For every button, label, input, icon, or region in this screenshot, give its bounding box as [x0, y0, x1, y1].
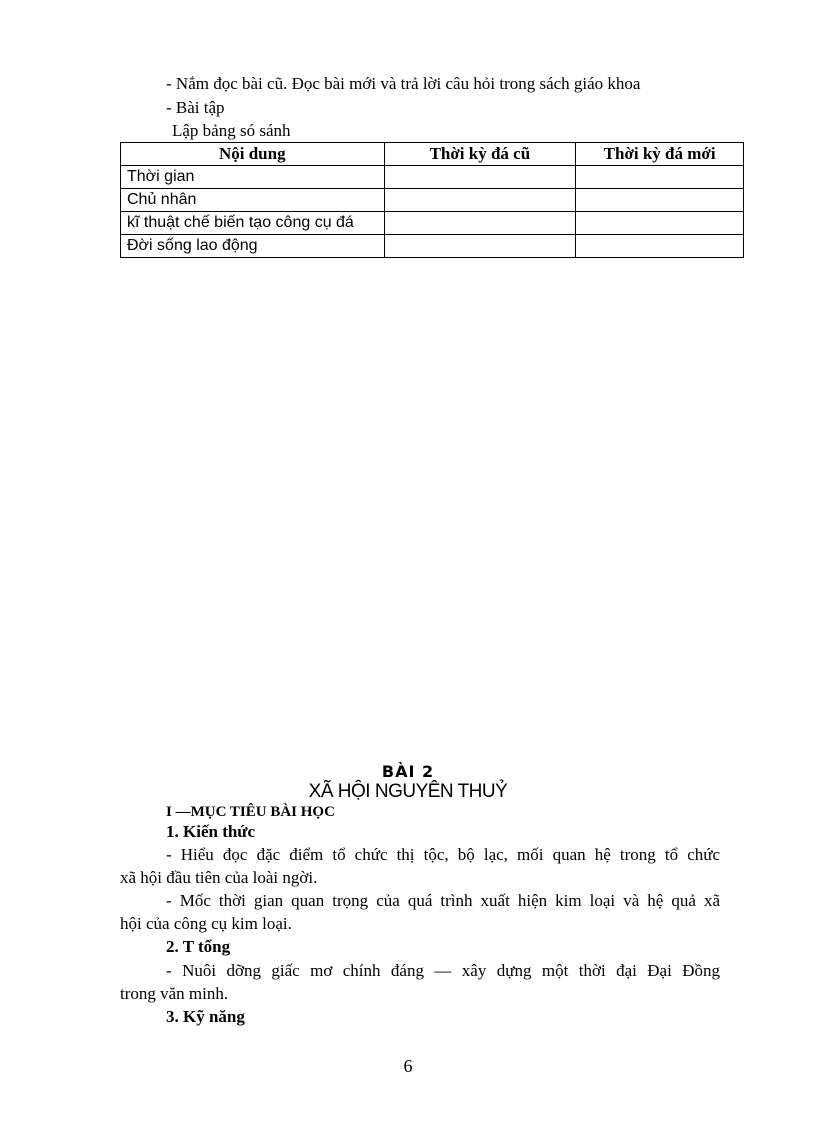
table-cell	[576, 235, 744, 258]
comparison-table	[120, 142, 744, 258]
table-cell	[384, 235, 576, 258]
paragraph-3-line-2: trong văn minh.	[120, 984, 229, 1003]
intro-line-1: - Nắm đọc bài cũ. Đọc bài mới và trả lời câu hỏi trong sách giáo khoa	[166, 74, 641, 93]
table-cell: Thời gian	[121, 166, 385, 189]
subheading-skills: 3. Kỹ năng	[166, 1007, 245, 1026]
header-content: Nội dung	[121, 143, 385, 166]
table-row	[121, 212, 744, 235]
lesson-number: BÀI 2	[381, 762, 435, 781]
table-header-row	[121, 143, 744, 166]
header-new-stone-age: Thời kỳ đá mới	[576, 143, 744, 166]
table-cell	[384, 189, 576, 212]
subheading-ideology: 2. T tổng	[166, 937, 231, 956]
table-cell	[576, 189, 744, 212]
header-old-stone-age: Thời kỳ đá cũ	[384, 143, 576, 166]
subheading-knowledge: 1. Kiến thức	[166, 822, 256, 841]
paragraph-2-line-2: hội của công cụ kim loại.	[120, 914, 292, 933]
table-cell	[384, 166, 576, 189]
table-cell: Chủ nhân	[121, 189, 385, 212]
section-heading-objectives: I —MỤC TIÊU BÀI HỌC	[166, 804, 335, 820]
intro-line-2: - Bài tập	[166, 98, 225, 117]
table-row	[121, 166, 744, 189]
lesson-title: XÃ HỘI NGUYÊN THUỶ	[308, 781, 508, 802]
table-cell	[576, 166, 744, 189]
table-cell	[384, 212, 576, 235]
table-cell: kĩ thuật chế biến tạo công cụ đá	[121, 212, 385, 235]
paragraph-3-line-1: - Nuôi dỡng giấc mơ chính đáng — xây dựng một thời đại Đại Đồng	[166, 961, 720, 980]
page-number: 6	[403, 1056, 413, 1076]
table-cell: Đời sống lao động	[121, 235, 385, 258]
table-cell	[576, 212, 744, 235]
paragraph-2-line-1: - Mốc thời gian quan trọng của quá trình xuất hiện kim loại và hệ quả xã	[166, 891, 720, 910]
table-row	[121, 189, 744, 212]
table-row	[121, 235, 744, 258]
paragraph-1-line-1: - Hiểu đọc đặc điểm tổ chức thị tộc, bộ lạc, mối quan hệ trong tổ chức	[166, 845, 720, 864]
intro-line-3: Lập bảng só sánh	[172, 121, 291, 140]
paragraph-1-line-2: xã hội đầu tiên của loài ngời.	[120, 868, 318, 887]
